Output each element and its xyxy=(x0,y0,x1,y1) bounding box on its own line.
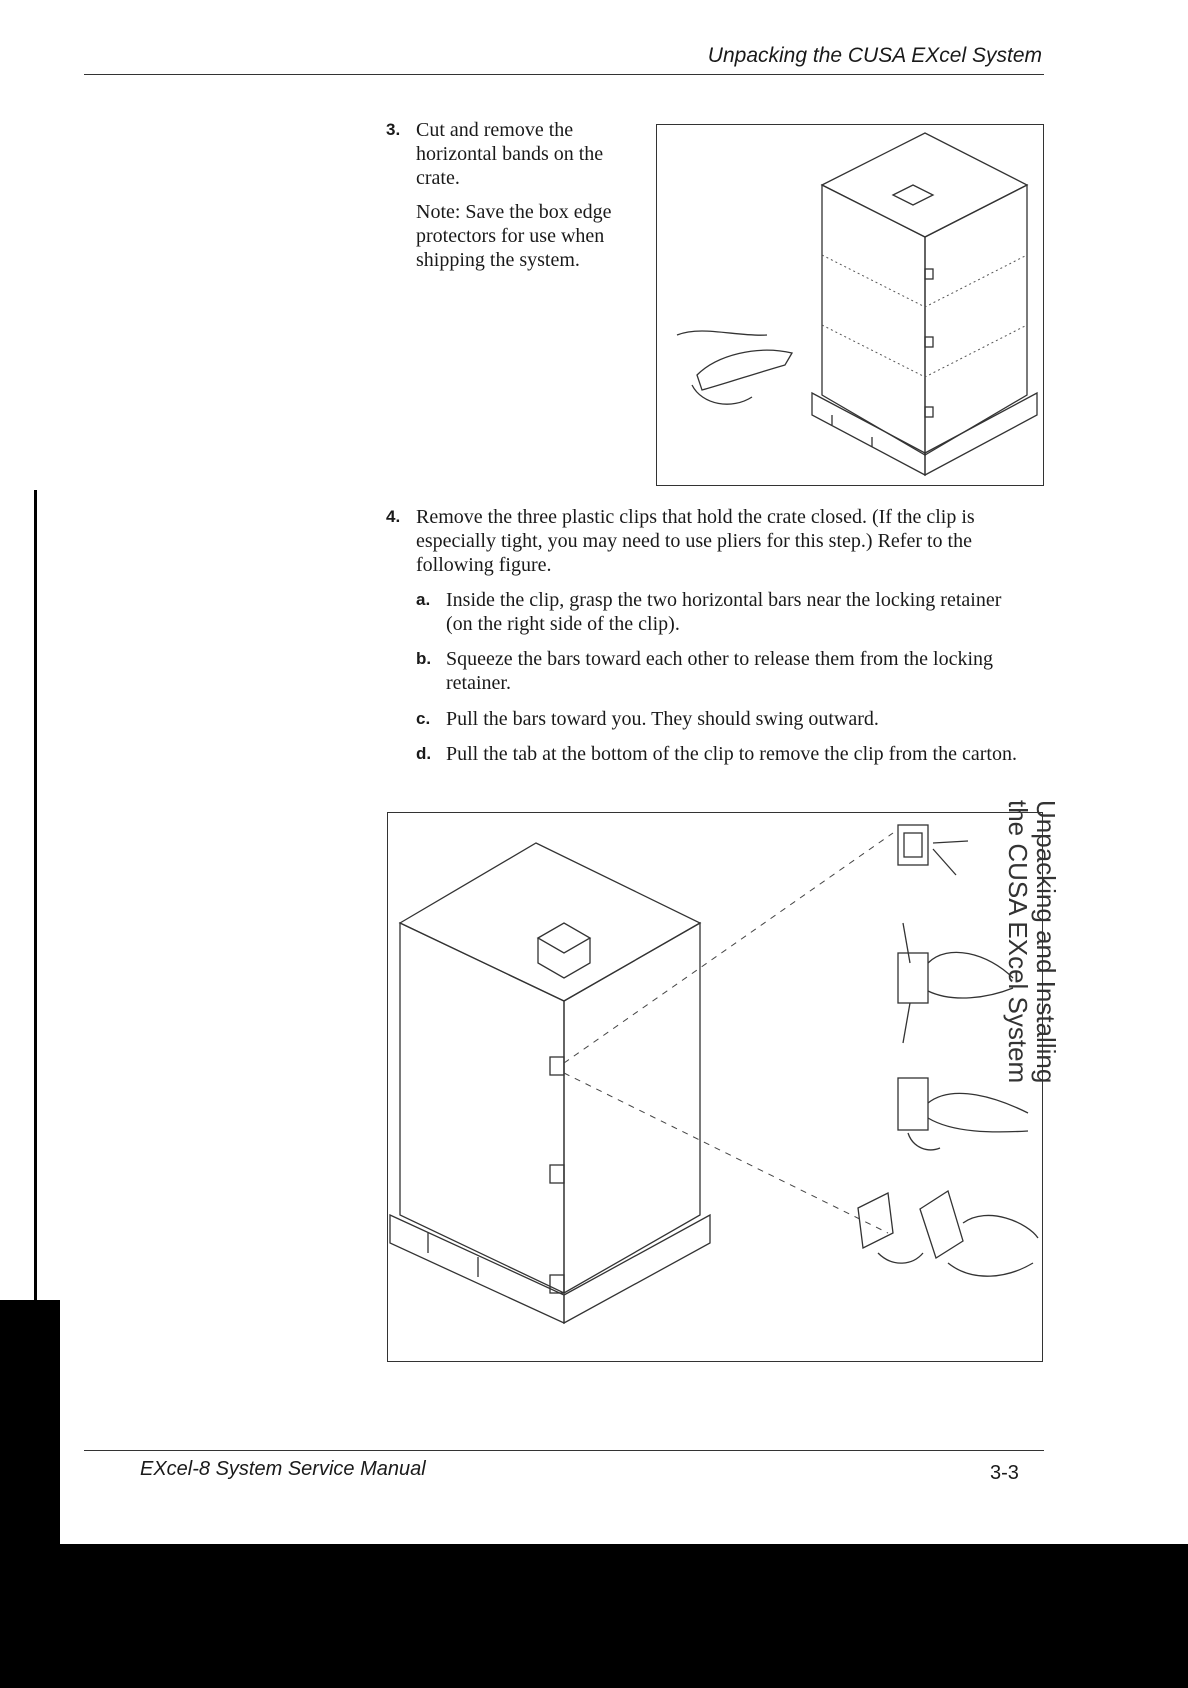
side-tab-line-2: the CUSA EXcel System xyxy=(1003,800,1033,1084)
substep-letter: d. xyxy=(416,744,432,763)
footer-rule xyxy=(84,1450,1044,1451)
step-4 xyxy=(386,505,1032,587)
substep-c xyxy=(416,707,1032,731)
scan-binding-shadow xyxy=(0,1544,1188,1688)
side-tab-line-1: Unpacking and Installing xyxy=(1031,800,1061,1084)
step-3 xyxy=(386,118,638,282)
substep-letter: a. xyxy=(416,590,431,609)
substep-letter: c. xyxy=(416,709,431,728)
substep-text: Squeeze the bars toward each other to release them from the locking retainer. xyxy=(446,648,994,694)
clip-removal-figure xyxy=(387,812,1043,1362)
substep-a xyxy=(416,588,1032,636)
header-rule xyxy=(84,74,1044,75)
section-side-tab xyxy=(1004,800,1060,1100)
substep-letter: b. xyxy=(416,649,432,668)
clip-removal-illustration xyxy=(388,813,1042,1361)
step-note: Note: Save the box edge protectors for use when shipping the system. xyxy=(416,201,612,271)
substep-text: Pull the tab at the bottom of the clip to remove the clip from the carton. xyxy=(446,743,1017,765)
footer-manual-title: EXcel-8 System Service Manual xyxy=(140,1458,426,1480)
substep-b xyxy=(416,647,1032,695)
step-number: 4. xyxy=(386,507,401,526)
running-header: Unpacking the CUSA EXcel System xyxy=(707,44,1042,67)
scan-left-edge-shadow xyxy=(0,1300,60,1560)
crate-bands-illustration xyxy=(657,125,1043,485)
scan-left-margin-line xyxy=(34,490,37,1310)
footer-page-number: 3-3 xyxy=(990,1462,1019,1484)
crate-bands-figure xyxy=(656,124,1044,486)
substep-d xyxy=(416,742,1032,766)
step-number: 3. xyxy=(386,120,401,139)
substep-text: Pull the bars toward you. They should swing outward. xyxy=(446,708,879,730)
substep-text: Inside the clip, grasp the two horizontal bars near the locking retainer (on the right side of the clip). xyxy=(446,589,1002,635)
step-text: Cut and remove the horizontal bands on the crate. xyxy=(416,119,604,189)
step-text: Remove the three plastic clips that hold the crate closed. (If the clip is especially tight, you may need to use pliers for this step.) Refer to the following figure. xyxy=(416,506,975,576)
